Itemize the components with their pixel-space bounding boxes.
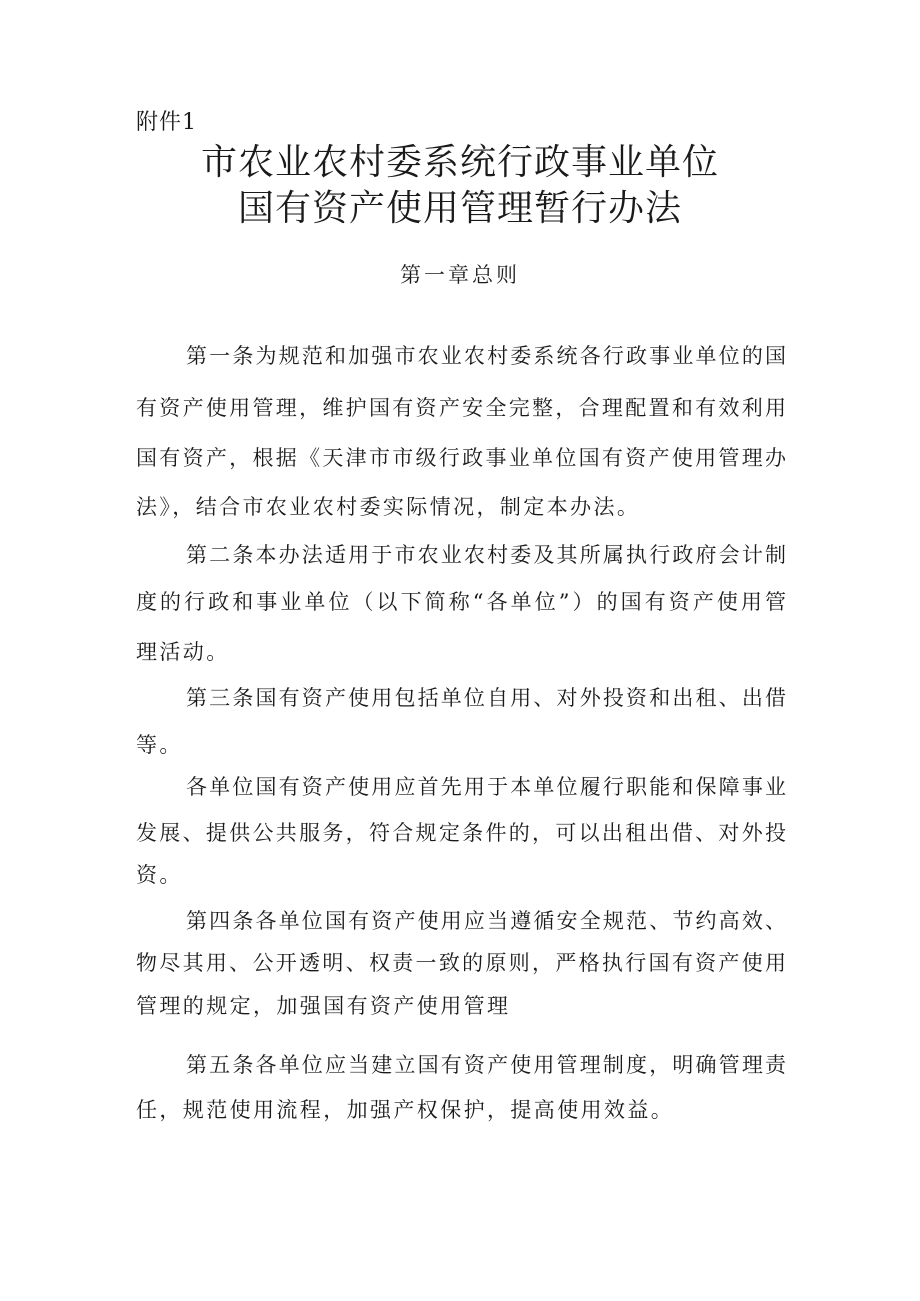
article-3-line-2: 等。 bbox=[136, 733, 183, 757]
article-1-line-4: 法》，结合市农业农村委实际情况，制定本办法。 bbox=[136, 495, 641, 519]
article-4-line-2: 物尽其用、公开透明、权责一致的原则，严格执行国有资产使用 bbox=[136, 951, 786, 975]
paragraph-line-1: 各单位国有资产使用应首先用于本单位履行职能和保障事业 bbox=[186, 775, 786, 799]
article-1-line-1: 第一条为规范和加强市农业农村委系统各行政事业单位的国 bbox=[186, 344, 786, 368]
chapter-heading: 第一章总则 bbox=[400, 263, 520, 287]
document-title-line-1: 市农业农村委系统行政事业单位 bbox=[200, 142, 719, 183]
article-4-line-3: 管理的规定，加强国有资产使用管理 bbox=[136, 994, 511, 1018]
article-2-line-2: 度的行政和事业单位（以下简称“各单位”）的国有资产使用管 bbox=[136, 590, 786, 614]
paragraph-line-2: 发展、提供公共服务，符合规定条件的，可以出租出借、对外投 bbox=[136, 821, 786, 845]
article-3-line-1: 第三条国有资产使用包括单位自用、对外投资和出租、出借 bbox=[186, 686, 786, 710]
document-title-line-2: 国有资产使用管理暂行办法 bbox=[237, 188, 682, 229]
article-5-line-2: 任，规范使用流程，加强产权保护，提高使用效益。 bbox=[136, 1098, 675, 1122]
article-1-line-2: 有资产使用管理，维护国有资产安全完整，合理配置和有效利用 bbox=[136, 396, 786, 420]
paragraph-line-3: 资。 bbox=[136, 863, 183, 887]
article-2-line-1: 第二条本办法适用于市农业农村委及其所属执行政府会计制 bbox=[186, 543, 786, 567]
article-4-line-1: 第四条各单位国有资产使用应当遵循安全规范、节约高效、 bbox=[186, 909, 786, 933]
article-1-line-3: 国有资产，根据《天津市市级行政事业单位国有资产使用管理办 bbox=[136, 446, 786, 470]
article-2-line-3: 理活动。 bbox=[136, 640, 230, 664]
article-5-line-1: 第五条各单位应当建立国有资产使用管理制度，明确管理责 bbox=[186, 1053, 786, 1077]
attachment-label: 附件1 bbox=[136, 110, 197, 135]
